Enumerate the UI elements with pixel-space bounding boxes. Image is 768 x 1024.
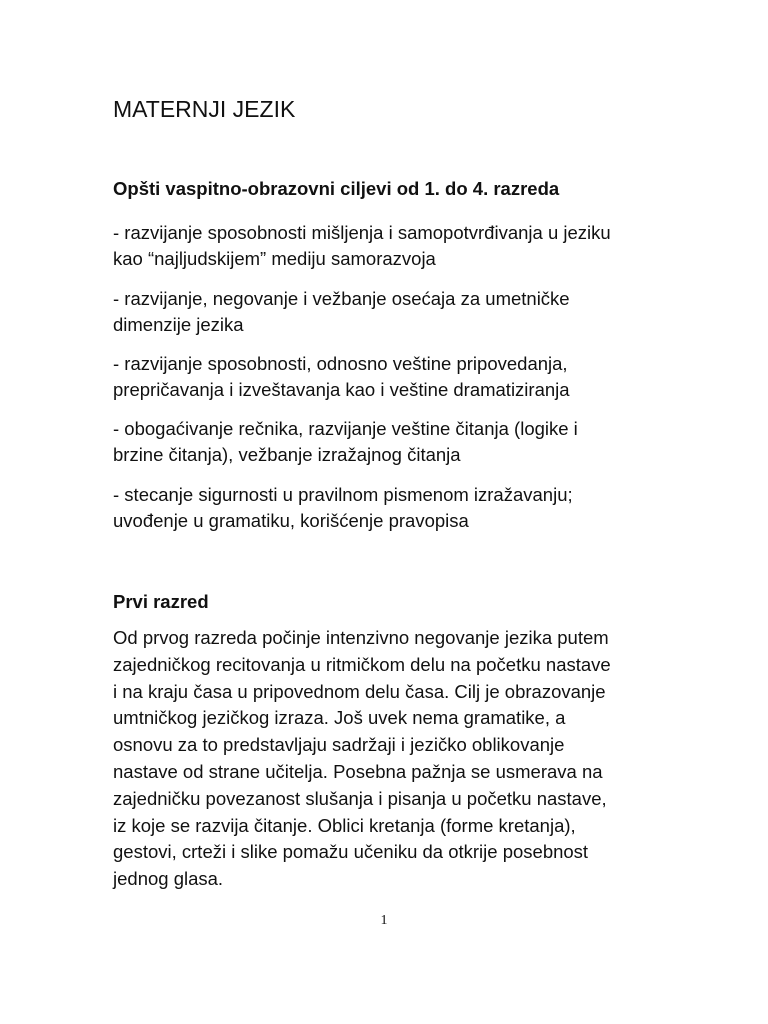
goal-line: - razvijanje, negovanje i vežbanje osećaja za umetničke	[113, 288, 570, 309]
goals-heading: Opšti vaspitno-obrazovni ciljevi od 1. do 4. razreda	[113, 178, 560, 199]
goal-line: brzine čitanja), vežbanje izražajnog čitanja	[113, 444, 461, 465]
section-title: Prvi razred	[113, 591, 209, 612]
goal-item	[113, 482, 673, 534]
paragraph-line: zajedničku povezanost slušanja i pisanja u početku nastave,	[113, 787, 607, 809]
goal-item	[113, 416, 673, 468]
paragraph-line: osnovu za to predstavljaju sadržaji i jezičko oblikovanje	[113, 734, 565, 756]
paragraph-line: iz koje se razvija čitanje. Oblici kretanja (forme kretanja),	[113, 814, 576, 836]
paragraph-line: jednog glasa.	[113, 868, 224, 890]
body-paragraph	[113, 625, 673, 893]
paragraph-line: i na kraju časa u pripovednom delu časa. Cilj je obrazovanje	[113, 680, 606, 702]
goal-line: kao “najljudskijem” mediju samorazvoja	[113, 248, 436, 269]
paragraph-line: zajedničkog recitovanja u ritmičkom delu na početku nastave	[113, 653, 611, 675]
goal-item	[113, 220, 673, 272]
goal-item	[113, 351, 673, 403]
goal-line: uvođenje u gramatiku, korišćenje pravopisa	[113, 510, 469, 531]
goal-line: - razvijanje sposobnosti mišljenja i samopotvrđivanja u jeziku	[113, 222, 611, 243]
goal-line: - razvijanje sposobnosti, odnosno veštine pripovedanja,	[113, 353, 568, 374]
paragraph-line: nastave od strane učitelja. Posebna pažnja se usmerava na	[113, 760, 603, 782]
paragraph-line: Od prvog razreda počinje intenzivno negovanje jezika putem	[113, 627, 609, 648]
paragraph-line: gestovi, crteži i slike pomažu učeniku da otkrije posebnost	[113, 841, 589, 863]
goal-item	[113, 286, 673, 338]
goal-line: dimenzije jezika	[113, 314, 244, 335]
paragraph-line: umtničkog jezičkog izraza. Još uvek nema gramatike, a	[113, 707, 566, 729]
document-title: MATERNJI JEZIK	[113, 96, 296, 122]
goal-line: prepričavanja i izveštavanja kao i veštine dramatiziranja	[113, 379, 570, 400]
page-number: 1	[380, 913, 388, 928]
goal-line: - obogaćivanje rečnika, razvijanje veštine čitanja (logike i	[113, 418, 578, 439]
goal-line: - stecanje sigurnosti u pravilnom pismenom izražavanju;	[113, 484, 573, 505]
